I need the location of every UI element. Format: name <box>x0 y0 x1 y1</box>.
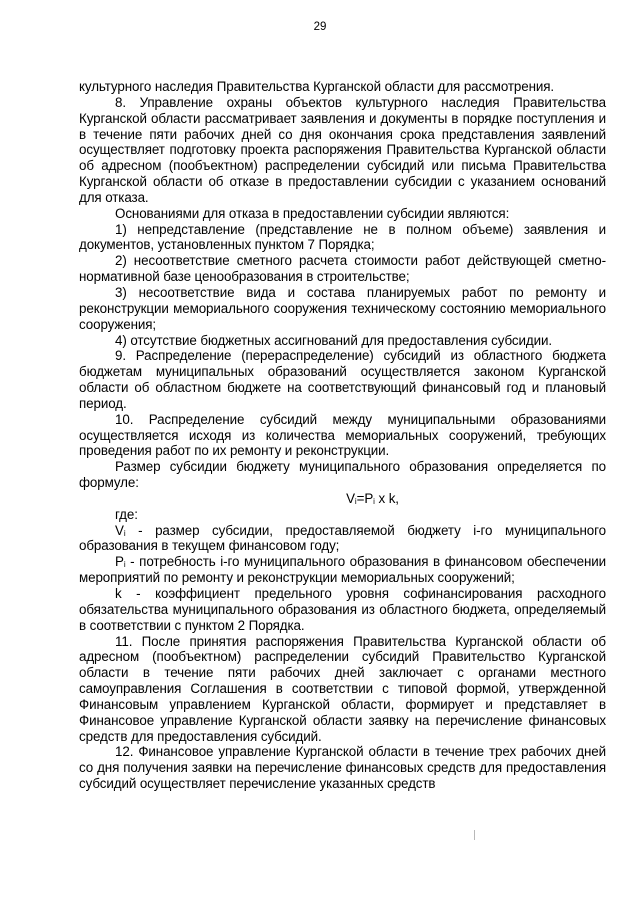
symbol-p-sub: i <box>123 560 126 570</box>
paragraph-ground-3: 3) несоответствие вида и состава планируемых работ по ремонту и реконструкции мемориального сооружения техническому состоянию мемориального сооружения; <box>79 284 606 332</box>
definition-k: k - коэффициент предельного уровня софинансирования расходного обязательства муниципального образования из областного бюджета, определяемый в соответствии с пунктом 2 Порядка. <box>79 586 606 633</box>
formula-where: где: <box>115 506 138 522</box>
symbol-v-sub: i <box>123 528 126 538</box>
formula-sub-2: i <box>373 496 375 506</box>
document-body <box>79 79 606 792</box>
definition-v-text: - размер субсидии, предоставляемой бюджету i-го муниципального образования в текущем финансовом году; <box>79 522 606 554</box>
subsidy-formula <box>79 491 606 507</box>
formula-rest: x k, <box>374 490 399 506</box>
formula-v: V <box>346 490 355 506</box>
paragraph-ground-4: 4) отсутствие бюджетных ассигнований для предоставления субсидии. <box>115 332 552 348</box>
paragraph-refusal-grounds: Основаниями для отказа в предоставлении субсидии являются: <box>115 205 510 221</box>
paragraph-item-9: 9. Распределение (перераспределение) субсидий из областного бюджета бюджетам муниципальных образований осуществляется законом Курганской области об областном бюджете на соответствующий финансовый год и плановый период. <box>79 348 606 411</box>
paragraph-formula-intro: Размер субсидии бюджету муниципального образования определяется по формуле: <box>79 459 606 491</box>
paragraph-item-11: 11. После принятия распоряжения Правительства Курганской области об адресном (пообъектном) распределении субсидий Правительство Курганской области в течение пяти рабочих дней заключает с органами местного самоуправления Соглашения в соответствии с типовой формой, утвержденной Финансовым управлением Курганской области, формирует и представляет в Финансовое управление Курганской области заявку на перечисление финансовых средств для предоставления субсидий. <box>79 633 606 744</box>
formula-eq: =P <box>356 490 374 506</box>
paragraph-item-8: 8. Управление охраны объектов культурного наследия Правительства Курганской области рассматривает заявления и документы в порядке поступления и в течение пяти рабочих дней со дня окончания срока представления заявлений осуществляет подготовку проекта распоряжения Правительства Курганской области об адресном (пообъектном) распределении субсидий или письма Правительства Курганской области об отказе в предоставлении субсидии с указанием оснований для отказа. <box>79 94 606 205</box>
symbol-p: P <box>115 554 124 570</box>
symbol-v: V <box>115 522 124 538</box>
page-number: 29 <box>313 21 327 33</box>
scan-mark <box>474 830 475 840</box>
paragraph-ground-1: 1) непредставление (представление не в полном объеме) заявления и документов, установленных пунктом 7 Порядка; <box>79 221 606 253</box>
definition-p <box>79 554 606 586</box>
definition-v <box>79 523 606 555</box>
paragraph-item-12: 12. Финансовое управление Курганской области в течение трех рабочих дней со дня получения заявки на перечисление финансовых средств для предоставления субсидий осуществляет перечисление указанных средств <box>79 744 606 792</box>
definition-p-text: - потребность i-го муниципального образования в финансовом обеспечении мероприятий по ремонту и реконструкции мемориальных сооружений; <box>79 554 607 586</box>
paragraph-ground-2: 2) несоответствие сметного расчета стоимости работ действующей сметно-нормативной базе ценообразования в строительстве; <box>79 253 606 285</box>
formula-sub-1: i <box>354 496 357 506</box>
paragraph-continuation: культурного наследия Правительства Курганской области для рассмотрения. <box>79 79 555 94</box>
paragraph-item-10: 10. Распределение субсидий между муниципальными образованиями осуществляется исходя из количества мемориальных сооружений, требующих проведения работ по их ремонту и реконструкции. <box>79 411 606 459</box>
